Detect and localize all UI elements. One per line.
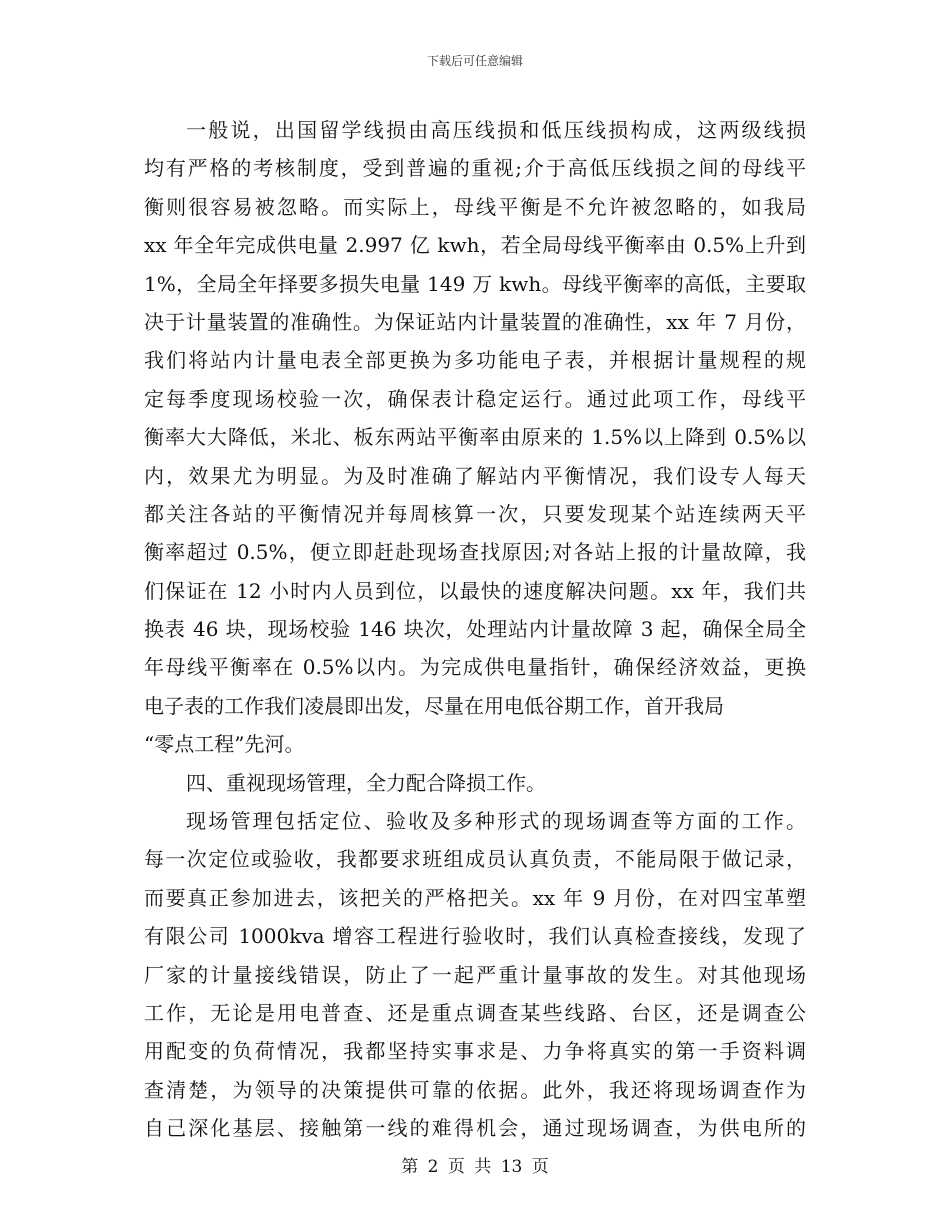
text-line: 而要真正参加进去，该把关的严格把关。xx 年 9 月份，在对四宝革塑	[144, 885, 806, 910]
text-line: 厂家的计量接线错误，防止了一起严重计量事故的发生。对其他现场	[144, 962, 806, 987]
text-line: xx 年全年完成供电量 2.997 亿 kwh，若全局母线平衡率由 0.5%上升到	[144, 233, 806, 258]
text-line: 用配变的负荷情况，我都坚持实事求是、力争将真实的第一手资料调	[144, 1039, 806, 1064]
text-line: 一般说，出国留学线损由高压线损和低压线损构成，这两级线损	[186, 118, 806, 142]
text-line: 衡率超过 0.5%，便立即赶赴现场查找原因;对各站上报的计量故障，我	[144, 540, 806, 565]
text-line: 定每季度现场校验一次，确保表计稳定运行。通过此项工作，母线平	[144, 386, 806, 411]
text-line: 我们将站内计量电表全部更换为多功能电子表，并根据计量规程的规	[144, 348, 806, 373]
text-line: 都关注各站的平衡情况并每周核算一次，只要发现某个站连续两天平	[144, 501, 806, 526]
text-line: 电子表的工作我们凌晨即出发，尽量在用电低谷期工作，首开我局	[144, 693, 724, 718]
text-line: 工作，无论是用电普查、还是重点调查某些线路、台区，还是调查公	[144, 1000, 806, 1025]
text-line: “零点工程”先河。	[144, 732, 305, 757]
text-line: 们保证在 12 小时内人员到位，以最快的速度解决问题。xx 年，我们共	[144, 578, 806, 603]
document-body	[144, 111, 806, 1148]
text-line: 年母线平衡率在 0.5%以内。为完成供电量指针，确保经济效益，更换	[144, 655, 806, 680]
text-line: 自己深化基层、接触第一线的难得机会，通过现场调查，为供电所的	[144, 1116, 806, 1141]
text-line: 衡则很容易被忽略。而实际上，母线平衡是不允许被忽略的，如我局	[144, 194, 806, 219]
text-line: 换表 46 块，现场校验 146 块次，处理站内计量故障 3 起，确保全局全	[144, 617, 806, 642]
text-line: 决于计量装置的准确性。为保证站内计量装置的准确性，xx 年 7 月份，	[144, 309, 806, 334]
text-line: 查清楚，为领导的决策提供可靠的依据。此外，我还将现场调查作为	[144, 1077, 806, 1102]
text-line: 均有严格的考核制度，受到普遍的重视;介于高低压线损之间的母线平	[144, 156, 806, 181]
page-header: 下载后可任意编辑	[426, 54, 523, 68]
text-line: 1%，全局全年择要多损失电量 149 万 kwh。母线平衡率的高低，主要取	[144, 271, 806, 296]
text-line: 每一次定位或验收，我都要求班组成员认真负责，不能局限于做记录，	[144, 847, 806, 872]
text-line: 现场管理包括定位、验收及多种形式的现场调查等方面的工作。	[186, 809, 806, 834]
text-line: 四、重视现场管理，全力配合降损工作。	[186, 770, 546, 795]
text-line: 衡率大大降低，米北、板东两站平衡率由原来的 1.5%以上降到 0.5%以	[144, 425, 806, 450]
text-line: 有限公司 1000kva 增容工程进行验收时，我们认真检查接线，发现了	[144, 924, 806, 949]
text-line: 内，效果尤为明显。为及时准确了解站内平衡情况，我们设专人每天	[144, 463, 806, 488]
page-number-footer: 第 2 页 共 13 页	[401, 1157, 549, 1177]
